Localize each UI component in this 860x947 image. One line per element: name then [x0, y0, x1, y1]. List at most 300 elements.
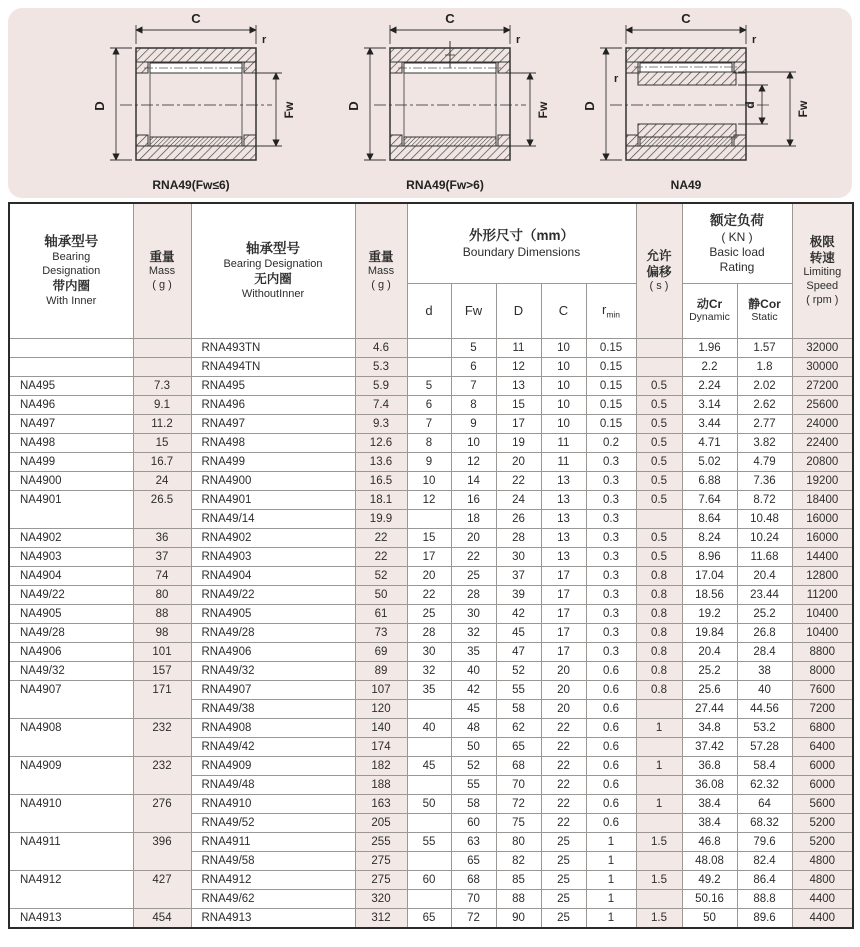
- cell-limiting-speed: 6000: [792, 775, 853, 794]
- cell-dim-D: 47: [496, 642, 541, 661]
- cell-dynamic-load-cr: 25.6: [682, 680, 737, 699]
- cell-mass-without-inner: 140: [355, 718, 407, 737]
- cell-dim-rmin: 0.3: [586, 604, 636, 623]
- cell-static-load-cor: 40: [737, 680, 792, 699]
- cell-dim-d: [407, 851, 451, 870]
- cell-misalignment-s: 0.8: [636, 566, 682, 585]
- cell-dim-fw: 12: [451, 452, 496, 471]
- cell-dim-C: 13: [541, 528, 586, 547]
- cell-dim-d: 65: [407, 908, 451, 928]
- cell-dim-rmin: 0.3: [586, 642, 636, 661]
- subheader-rmin: $r_{min}$: [586, 283, 636, 338]
- cell-static-load-cor: 2.62: [737, 395, 792, 414]
- cell-mass-without-inner: 22: [355, 528, 407, 547]
- cell-dim-D: 82: [496, 851, 541, 870]
- cell-dim-C: 10: [541, 395, 586, 414]
- cell-rna-designation: RNA49/62: [191, 889, 355, 908]
- header-dims-zh: 外形尺寸（mm）: [469, 227, 575, 243]
- cell-dynamic-load-cr: 2.24: [682, 376, 737, 395]
- cell-dim-d: 9: [407, 452, 451, 471]
- cell-dynamic-load-cr: 25.2: [682, 661, 737, 680]
- cell-static-load-cor: 38: [737, 661, 792, 680]
- cell-misalignment-s: 0.8: [636, 585, 682, 604]
- cell-dim-rmin: 0.3: [586, 509, 636, 528]
- cell-limiting-speed: 25600: [792, 395, 853, 414]
- cell-mass-with-inner: 396: [133, 832, 191, 870]
- cell-dynamic-load-cr: 19.84: [682, 623, 737, 642]
- bearing-spec-table: [8, 202, 854, 929]
- table-row: [9, 338, 853, 357]
- cell-static-load-cor: 88.8: [737, 889, 792, 908]
- cell-dynamic-load-cr: 48.08: [682, 851, 737, 870]
- cell-dim-fw: 50: [451, 737, 496, 756]
- cell-dim-D: 12: [496, 357, 541, 376]
- cell-dim-rmin: 0.6: [586, 813, 636, 832]
- cell-limiting-speed: 6800: [792, 718, 853, 737]
- cell-limiting-speed: 6000: [792, 756, 853, 775]
- subheader-cr-zh: 动Cr: [696, 297, 723, 311]
- cell-dim-fw: 70: [451, 889, 496, 908]
- cell-dim-d: 15: [407, 528, 451, 547]
- cell-mass-without-inner: 4.6: [355, 338, 407, 357]
- cell-dim-C: 25: [541, 889, 586, 908]
- header-with-inner-en2: Designation: [42, 264, 101, 277]
- cell-mass-with-inner: 276: [133, 794, 191, 832]
- cell-na-designation: NA496: [9, 395, 133, 414]
- cell-mass-with-inner: 98: [133, 623, 191, 642]
- cell-dim-d: 45: [407, 756, 451, 775]
- cell-dynamic-load-cr: 8.24: [682, 528, 737, 547]
- cell-dim-D: 62: [496, 718, 541, 737]
- cell-dynamic-load-cr: 17.04: [682, 566, 737, 585]
- cell-misalignment-s: [636, 338, 682, 357]
- cell-na-designation: NA4900: [9, 471, 133, 490]
- subheader-cr-en: Dynamic: [689, 311, 730, 324]
- header-speed-zh1: 极限: [809, 234, 835, 249]
- cell-dim-d: 28: [407, 623, 451, 642]
- cell-misalignment-s: 0.5: [636, 452, 682, 471]
- cell-dim-C: 10: [541, 376, 586, 395]
- subheader-C: C: [541, 283, 586, 338]
- table-row: [9, 718, 853, 737]
- table-row: [9, 680, 853, 699]
- cell-dim-d: 32: [407, 661, 451, 680]
- cell-mass-without-inner: 205: [355, 813, 407, 832]
- cell-dim-C: 17: [541, 566, 586, 585]
- cell-dim-d: 17: [407, 547, 451, 566]
- cell-dim-rmin: 0.6: [586, 737, 636, 756]
- cell-na-designation: NA4908: [9, 718, 133, 756]
- cell-dynamic-load-cr: 34.8: [682, 718, 737, 737]
- cell-dim-fw: 60: [451, 813, 496, 832]
- cell-dim-D: 15: [496, 395, 541, 414]
- cell-dynamic-load-cr: 36.08: [682, 775, 737, 794]
- cell-static-load-cor: 86.4: [737, 870, 792, 889]
- header-without-inner-zh2: 无内圈: [254, 272, 292, 287]
- cell-dim-d: 50: [407, 794, 451, 813]
- cell-limiting-speed: 27200: [792, 376, 853, 395]
- cell-limiting-speed: 6400: [792, 737, 853, 756]
- cell-dim-fw: 20: [451, 528, 496, 547]
- cell-dim-rmin: 0.6: [586, 794, 636, 813]
- cell-dim-D: 11: [496, 338, 541, 357]
- cell-static-load-cor: 26.8: [737, 623, 792, 642]
- cell-misalignment-s: 0.5: [636, 395, 682, 414]
- cell-limiting-speed: 20800: [792, 452, 853, 471]
- cell-mass-without-inner: 255: [355, 832, 407, 851]
- cell-misalignment-s: 0.5: [636, 471, 682, 490]
- cell-dim-D: 30: [496, 547, 541, 566]
- cell-dynamic-load-cr: 3.44: [682, 414, 737, 433]
- cell-static-load-cor: 89.6: [737, 908, 792, 928]
- cell-mass-with-inner: 9.1: [133, 395, 191, 414]
- header-misalignment: [636, 203, 682, 338]
- cell-static-load-cor: 10.24: [737, 528, 792, 547]
- cell-mass-with-inner: 16.7: [133, 452, 191, 471]
- cell-limiting-speed: 7200: [792, 699, 853, 718]
- table-row: [9, 471, 853, 490]
- dim-label-C: C: [445, 12, 455, 26]
- cell-dim-rmin: 0.3: [586, 528, 636, 547]
- cell-na-designation: [9, 357, 133, 376]
- cell-mass-without-inner: 120: [355, 699, 407, 718]
- cell-dim-D: 28: [496, 528, 541, 547]
- cell-rna-designation: RNA4903: [191, 547, 355, 566]
- cell-limiting-speed: 8000: [792, 661, 853, 680]
- cell-dim-C: 17: [541, 623, 586, 642]
- cell-dim-d: 10: [407, 471, 451, 490]
- cell-static-load-cor: 10.48: [737, 509, 792, 528]
- cell-mass-without-inner: 9.3: [355, 414, 407, 433]
- cell-dim-D: 70: [496, 775, 541, 794]
- cell-mass-with-inner: [133, 357, 191, 376]
- cell-dim-fw: 10: [451, 433, 496, 452]
- cell-dynamic-load-cr: 38.4: [682, 813, 737, 832]
- cell-dynamic-load-cr: 27.44: [682, 699, 737, 718]
- cell-dim-C: 25: [541, 832, 586, 851]
- cell-misalignment-s: 0.5: [636, 376, 682, 395]
- header-mass2-unit: ( g ): [371, 278, 391, 291]
- cell-mass-without-inner: 16.5: [355, 471, 407, 490]
- cell-limiting-speed: 30000: [792, 357, 853, 376]
- cell-na-designation: NA4910: [9, 794, 133, 832]
- dim-label-C: C: [681, 12, 691, 26]
- cell-dim-rmin: 0.3: [586, 623, 636, 642]
- cell-na-designation: NA49/32: [9, 661, 133, 680]
- cell-rna-designation: RNA4911: [191, 832, 355, 851]
- cell-limiting-speed: 5200: [792, 813, 853, 832]
- cell-na-designation: NA4901: [9, 490, 133, 528]
- cell-dim-C: 13: [541, 547, 586, 566]
- cell-misalignment-s: 0.8: [636, 680, 682, 699]
- cell-dim-fw: 9: [451, 414, 496, 433]
- cell-dynamic-load-cr: 50: [682, 908, 737, 928]
- table-row: [9, 585, 853, 604]
- cell-limiting-speed: 14400: [792, 547, 853, 566]
- table-row: [9, 908, 853, 928]
- cell-misalignment-s: 0.8: [636, 623, 682, 642]
- cell-rna-designation: RNA4900: [191, 471, 355, 490]
- cell-dim-d: [407, 699, 451, 718]
- cell-dim-d: 35: [407, 680, 451, 699]
- cell-dim-D: 90: [496, 908, 541, 928]
- cell-na-designation: NA4904: [9, 566, 133, 585]
- cell-dim-C: 20: [541, 661, 586, 680]
- cell-dim-D: 58: [496, 699, 541, 718]
- cell-dim-fw: 22: [451, 547, 496, 566]
- cell-dynamic-load-cr: 37.42: [682, 737, 737, 756]
- cell-dynamic-load-cr: 7.64: [682, 490, 737, 509]
- cell-misalignment-s: 1: [636, 718, 682, 737]
- header-without-inner-zh: 轴承型号: [246, 241, 300, 257]
- dim-label-r2: r: [614, 73, 619, 85]
- cell-dim-rmin: 0.6: [586, 775, 636, 794]
- cell-na-designation: NA4911: [9, 832, 133, 870]
- cell-misalignment-s: 1.5: [636, 832, 682, 851]
- cell-dim-D: 19: [496, 433, 541, 452]
- cell-static-load-cor: 79.6: [737, 832, 792, 851]
- cell-mass-with-inner: 37: [133, 547, 191, 566]
- cell-rna-designation: RNA497: [191, 414, 355, 433]
- header-with-inner-en3: With Inner: [46, 294, 97, 307]
- cell-na-designation: NA49/22: [9, 585, 133, 604]
- header-mass1-zh: 重量: [149, 249, 175, 264]
- cell-dim-C: 22: [541, 813, 586, 832]
- cell-na-designation: NA4913: [9, 908, 133, 928]
- cell-dim-D: 65: [496, 737, 541, 756]
- cell-dim-C: 10: [541, 357, 586, 376]
- bearing-diagram-rna49-fw-gt6: [320, 12, 570, 176]
- table-row: [9, 870, 853, 889]
- cell-rna-designation: RNA4913: [191, 908, 355, 928]
- cell-dim-C: 25: [541, 870, 586, 889]
- cell-static-load-cor: 3.82: [737, 433, 792, 452]
- cell-mass-with-inner: 15: [133, 433, 191, 452]
- header-mass2-zh: 重量: [368, 249, 394, 264]
- cell-misalignment-s: [636, 509, 682, 528]
- cell-dim-C: 22: [541, 775, 586, 794]
- cell-dim-d: 22: [407, 585, 451, 604]
- table-row: [9, 376, 853, 395]
- cell-dim-rmin: 0.3: [586, 452, 636, 471]
- cell-mass-without-inner: 18.1: [355, 490, 407, 509]
- cell-dim-d: [407, 509, 451, 528]
- table-body: [9, 338, 853, 928]
- cell-mass-without-inner: 52: [355, 566, 407, 585]
- cell-mass-with-inner: 11.2: [133, 414, 191, 433]
- subheader-D: D: [496, 283, 541, 338]
- cell-dynamic-load-cr: 2.2: [682, 357, 737, 376]
- cell-dim-C: 13: [541, 509, 586, 528]
- cell-dim-d: [407, 813, 451, 832]
- cell-limiting-speed: 12800: [792, 566, 853, 585]
- cell-mass-with-inner: 232: [133, 718, 191, 756]
- cell-dim-d: 30: [407, 642, 451, 661]
- bearing-diagram-na49: [556, 12, 820, 176]
- cell-static-load-cor: 28.4: [737, 642, 792, 661]
- cell-static-load-cor: 8.72: [737, 490, 792, 509]
- cell-limiting-speed: 8800: [792, 642, 853, 661]
- cell-misalignment-s: 0.5: [636, 490, 682, 509]
- cell-dim-rmin: 1: [586, 851, 636, 870]
- cell-dim-fw: 55: [451, 775, 496, 794]
- cell-dim-C: 25: [541, 851, 586, 870]
- diagram-caption-rna49-fw-gt6: RNA49(Fw>6): [406, 178, 484, 192]
- subheader-dynamic-cr: [682, 283, 737, 338]
- cell-dim-D: 37: [496, 566, 541, 585]
- cell-dim-C: 22: [541, 794, 586, 813]
- cell-mass-without-inner: 89: [355, 661, 407, 680]
- header-mass1-en: Mass: [148, 265, 176, 278]
- cell-limiting-speed: 4400: [792, 889, 853, 908]
- cell-misalignment-s: [636, 775, 682, 794]
- cell-dim-D: 72: [496, 794, 541, 813]
- cell-misalignment-s: 0.5: [636, 547, 682, 566]
- cell-dim-fw: 72: [451, 908, 496, 928]
- dim-label-C: C: [191, 12, 201, 26]
- cell-mass-with-inner: 157: [133, 661, 191, 680]
- cell-mass-without-inner: 188: [355, 775, 407, 794]
- cell-rna-designation: RNA49/48: [191, 775, 355, 794]
- table-row: [9, 566, 853, 585]
- dim-label-D: D: [582, 101, 597, 111]
- cell-dim-fw: 6: [451, 357, 496, 376]
- cell-mass-without-inner: 73: [355, 623, 407, 642]
- cell-mass-with-inner: 24: [133, 471, 191, 490]
- cell-misalignment-s: 0.5: [636, 414, 682, 433]
- diagram-caption-na49: NA49: [670, 178, 702, 192]
- cell-rna-designation: RNA49/32: [191, 661, 355, 680]
- cell-misalignment-s: [636, 737, 682, 756]
- cell-dim-D: 17: [496, 414, 541, 433]
- table-row: [9, 490, 853, 509]
- dim-label-D: D: [92, 101, 107, 111]
- cell-dim-C: 11: [541, 433, 586, 452]
- cell-dim-fw: 30: [451, 604, 496, 623]
- cell-dim-rmin: 0.15: [586, 414, 636, 433]
- cell-dim-rmin: 0.6: [586, 680, 636, 699]
- cell-dim-rmin: 1: [586, 889, 636, 908]
- table-row: [9, 433, 853, 452]
- header-mass1-unit: ( g ): [152, 278, 172, 291]
- table-row: [9, 661, 853, 680]
- cell-static-load-cor: 68.32: [737, 813, 792, 832]
- cell-static-load-cor: 53.2: [737, 718, 792, 737]
- cell-misalignment-s: 0.8: [636, 642, 682, 661]
- cell-mass-with-inner: 171: [133, 680, 191, 718]
- cell-static-load-cor: 2.77: [737, 414, 792, 433]
- cell-na-designation: NA49/28: [9, 623, 133, 642]
- cell-rna-designation: RNA4906: [191, 642, 355, 661]
- cell-mass-with-inner: 36: [133, 528, 191, 547]
- cell-limiting-speed: 32000: [792, 338, 853, 357]
- cell-dynamic-load-cr: 46.8: [682, 832, 737, 851]
- cell-dynamic-load-cr: 8.64: [682, 509, 737, 528]
- cell-rna-designation: RNA4912: [191, 870, 355, 889]
- table-row: [9, 547, 853, 566]
- cell-dim-D: 26: [496, 509, 541, 528]
- header-basic-load-rating: [682, 203, 792, 283]
- cell-mass-without-inner: 61: [355, 604, 407, 623]
- cell-dim-fw: 48: [451, 718, 496, 737]
- cell-dim-D: 45: [496, 623, 541, 642]
- cell-rna-designation: RNA4901: [191, 490, 355, 509]
- cell-dynamic-load-cr: 6.88: [682, 471, 737, 490]
- cell-rna-designation: RNA4910: [191, 794, 355, 813]
- cell-dim-rmin: 0.3: [586, 547, 636, 566]
- dim-label-r: r: [752, 34, 757, 46]
- cell-dim-d: 55: [407, 832, 451, 851]
- cell-dynamic-load-cr: 50.16: [682, 889, 737, 908]
- table-row: [9, 756, 853, 775]
- cell-dim-C: 13: [541, 490, 586, 509]
- cell-rna-designation: RNA49/28: [191, 623, 355, 642]
- cell-rna-designation: RNA499: [191, 452, 355, 471]
- cell-dim-C: 25: [541, 908, 586, 928]
- dim-label-d: d: [743, 101, 757, 109]
- cell-mass-without-inner: 163: [355, 794, 407, 813]
- cell-dim-fw: 63: [451, 832, 496, 851]
- cell-mass-without-inner: 182: [355, 756, 407, 775]
- table-row: [9, 452, 853, 471]
- cell-na-designation: NA4907: [9, 680, 133, 718]
- cell-misalignment-s: 0.8: [636, 604, 682, 623]
- header-with-inner-en1: Bearing: [52, 250, 91, 263]
- cell-limiting-speed: 16000: [792, 528, 853, 547]
- cell-mass-without-inner: 275: [355, 870, 407, 889]
- cell-dim-D: 88: [496, 889, 541, 908]
- cell-dim-rmin: 0.15: [586, 338, 636, 357]
- cell-na-designation: NA499: [9, 452, 133, 471]
- cell-dynamic-load-cr: 18.56: [682, 585, 737, 604]
- cell-dim-rmin: 0.6: [586, 718, 636, 737]
- cell-static-load-cor: 82.4: [737, 851, 792, 870]
- cell-mass-without-inner: 107: [355, 680, 407, 699]
- cell-dim-rmin: 0.3: [586, 566, 636, 585]
- cell-misalignment-s: 1: [636, 794, 682, 813]
- cell-dim-D: 52: [496, 661, 541, 680]
- cell-mass-without-inner: 13.6: [355, 452, 407, 471]
- cell-dim-D: 68: [496, 756, 541, 775]
- cell-mass-without-inner: 50: [355, 585, 407, 604]
- cell-limiting-speed: 4800: [792, 870, 853, 889]
- cell-mass-with-inner: 26.5: [133, 490, 191, 528]
- cell-dim-D: 13: [496, 376, 541, 395]
- header-with-inner-zh: 轴承型号: [44, 234, 99, 250]
- cell-dim-rmin: 0.15: [586, 357, 636, 376]
- cell-dim-rmin: 1: [586, 870, 636, 889]
- header-with-inner-zh2: 带内圈: [52, 279, 90, 294]
- cell-limiting-speed: 18400: [792, 490, 853, 509]
- cell-dim-rmin: 0.3: [586, 471, 636, 490]
- table-row: [9, 414, 853, 433]
- cell-misalignment-s: 0.5: [636, 528, 682, 547]
- diagram-panel: [8, 8, 852, 198]
- cell-dim-rmin: 0.6: [586, 699, 636, 718]
- header-speed-unit: ( rpm ): [806, 293, 839, 306]
- header-s-zh2: 偏移: [646, 264, 672, 279]
- cell-dim-d: [407, 889, 451, 908]
- cell-na-designation: NA4902: [9, 528, 133, 547]
- cell-misalignment-s: 1: [636, 756, 682, 775]
- cell-mass-without-inner: 174: [355, 737, 407, 756]
- table-row: [9, 623, 853, 642]
- cell-dim-D: 42: [496, 604, 541, 623]
- cell-misalignment-s: [636, 851, 682, 870]
- cell-dim-fw: 14: [451, 471, 496, 490]
- cell-misalignment-s: [636, 699, 682, 718]
- cell-static-load-cor: 1.8: [737, 357, 792, 376]
